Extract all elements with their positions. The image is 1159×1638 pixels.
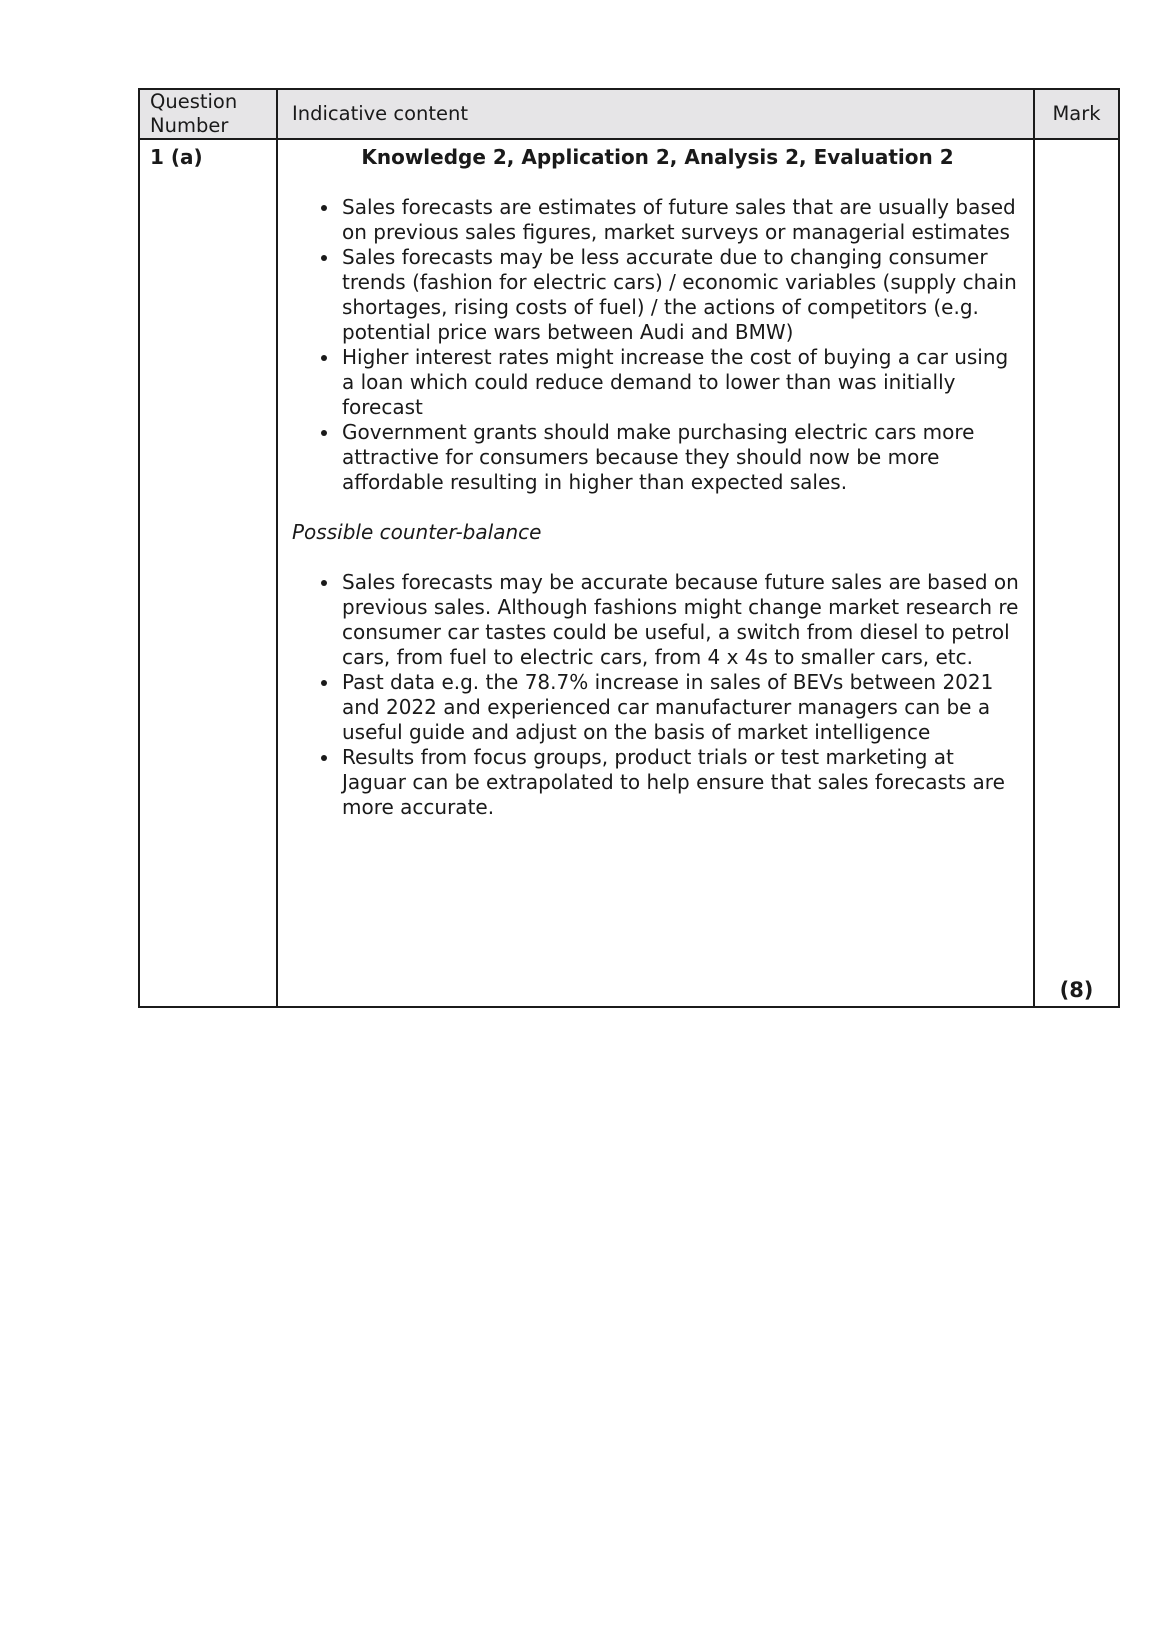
list-item: • Results from focus groups, product trials or test marketing at Jaguar can be extrapolated to help ensure that sales forecasts are more accurate.: [340, 745, 1023, 820]
question-number-cell: 1 (a): [139, 139, 277, 1007]
mark-scheme-table: [138, 88, 1120, 1008]
table-header-row: [139, 89, 1119, 139]
list-item: • Sales forecasts may be less accurate due to changing consumer trends (fashion for electric cars) / economic variables (supply chain shortages, rising costs of fuel) / the actions of competitors (e.g. potential price wars between Audi and BMW): [340, 245, 1023, 345]
counter-points-list: [292, 570, 1023, 820]
mark-value: (8): [1059, 978, 1094, 1002]
counter-balance-heading: Possible counter-balance: [292, 520, 542, 544]
mark-cell: [1034, 139, 1119, 1007]
list-item: • Higher interest rates might increase the cost of buying a car using a loan which could reduce demand to lower than was initially forecast: [340, 345, 1023, 420]
header-mark: Mark: [1034, 89, 1119, 139]
list-item: • Sales forecasts are estimates of future sales that are usually based on previous sales figures, market surveys or managerial estimates: [340, 195, 1023, 245]
list-item: • Sales forecasts may be accurate because future sales are based on previous sales. Although fashions might change market research re consumer car tastes could be useful, a switch from diesel to petrol cars, from fuel to electric cars, from 4 x 4s to smaller cars, etc.: [340, 570, 1023, 670]
header-question-number: Question Number: [139, 89, 277, 139]
indicative-content-cell: [277, 139, 1034, 1007]
header-indicative-content: Indicative content: [277, 89, 1034, 139]
table-row: [139, 139, 1119, 1007]
list-item: • Past data e.g. the 78.7% increase in sales of BEVs between 2021 and 2022 and experienced car manufacturer managers can be a useful guide and adjust on the basis of market intelligence: [340, 670, 1023, 745]
list-item: • Government grants should make purchasing electric cars more attractive for consumers because they should now be more affordable resulting in higher than expected sales.: [340, 420, 1023, 495]
main-points-list: [292, 195, 1023, 495]
assessment-objectives-title: Knowledge 2, Application 2, Analysis 2, Evaluation 2: [361, 145, 954, 169]
